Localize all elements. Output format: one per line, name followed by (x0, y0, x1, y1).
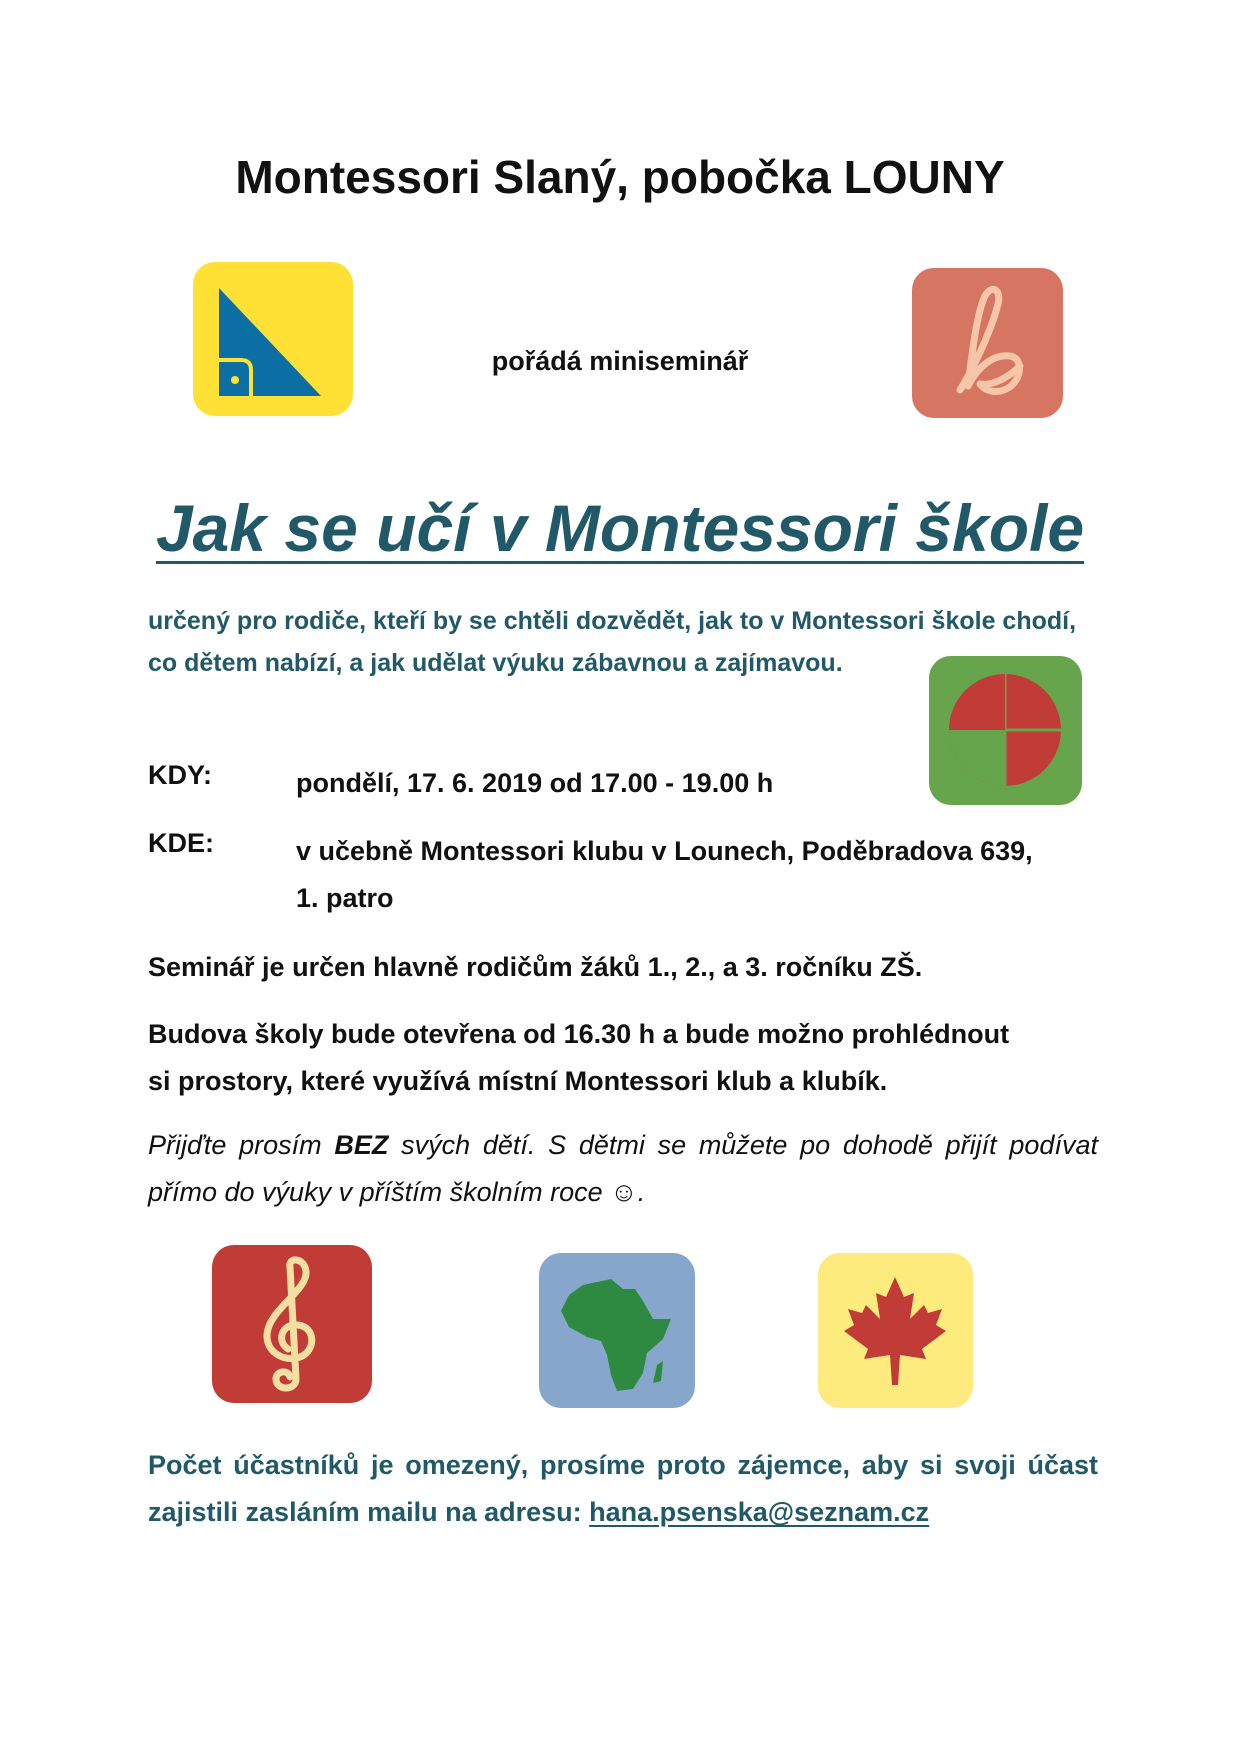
building-line-2: si prostory, které využívá místní Montessori klub a klubík. (148, 1066, 888, 1096)
where-line-1: v učebně Montessori klubu v Lounech, Poděbradova 639, (296, 836, 1033, 866)
africa-map-icon (539, 1253, 695, 1408)
registration-message: Počet účastníků je omezený, prosíme proto zájemce, aby si svoji účast zajistili zasláním mailu na adresu: (148, 1450, 1098, 1527)
registration-text (148, 1442, 1098, 1536)
subtitle: pořádá miniseminář (491, 346, 749, 376)
building-line-1: Budova školy bude otevřena od 16.30 h a bude možno prohlédnout (148, 1019, 1010, 1049)
maple-leaf-icon (818, 1253, 973, 1408)
audience-text: Seminář je určen hlavně rodičům žáků 1., 2., a 3. ročníku ZŠ. (148, 952, 923, 982)
intro-line-1: určený pro rodiče, kteří by se chtěli dozvědět, jak to v Montessori škole chodí, (148, 607, 1077, 635)
cursive-b-icon (912, 268, 1063, 418)
where-line-2: 1. patro (296, 883, 394, 913)
note-part-2: svých dětí. S dětmi se můžete po dohodě přijít podívat přímo do výuky v příštím školním roce ☺. (148, 1130, 1098, 1207)
email-link[interactable]: hana.psenska@seznam.cz (589, 1497, 930, 1527)
building-text (148, 1011, 1098, 1105)
seminar-headline: Jak se učí v Montessori škole (155, 491, 1085, 565)
note-part-1: Přijďte prosím (148, 1130, 335, 1160)
note-text (148, 1122, 1098, 1216)
montessori-triangle-icon (193, 262, 353, 416)
intro-line-2: co dětem nabízí, a jak udělat výuku zábavnou a zajímavou. (148, 649, 843, 677)
where-label: KDE: (148, 828, 214, 858)
treble-clef-icon (212, 1245, 372, 1403)
when-value: pondělí, 17. 6. 2019 od 17.00 - 19.00 h (296, 768, 774, 798)
when-label: KDY: (148, 760, 212, 790)
note-emphasis: BEZ (334, 1130, 389, 1160)
where-value (296, 828, 1116, 922)
page-title: Montessori Slaný, pobočka LOUNY (235, 151, 1005, 203)
